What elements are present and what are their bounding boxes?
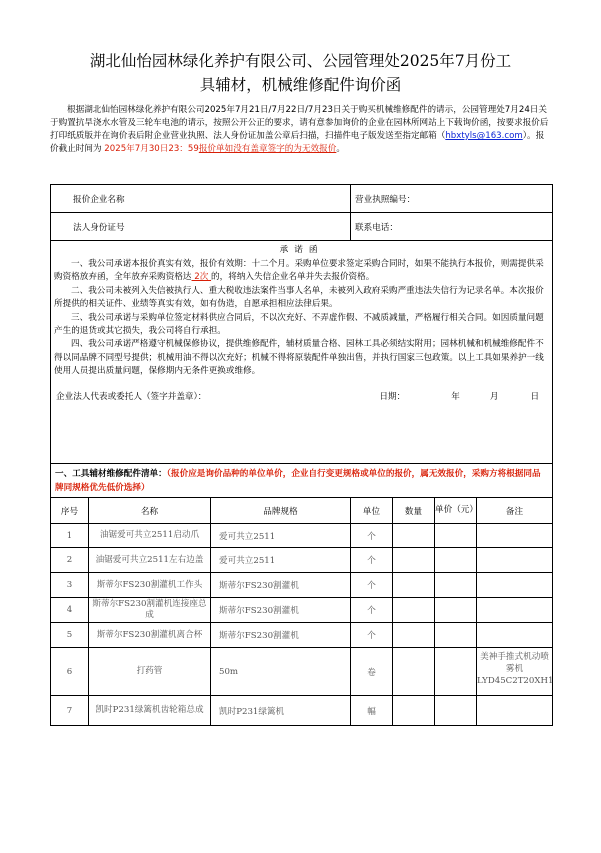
signature-label: 企业法人代表或委托人（签字并盖章）：	[56, 391, 207, 402]
promise-item-1	[54, 258, 549, 285]
item-spec: 斯蒂尔FS230割灌机	[211, 598, 351, 623]
item-price[interactable]	[435, 573, 477, 598]
table-row	[51, 696, 553, 726]
item-unit: 卷	[351, 648, 393, 696]
item-remark	[477, 598, 553, 623]
item-name: 打药管	[89, 648, 211, 696]
item-name: 油锯爱可共立2511左右边盖	[89, 548, 211, 573]
item-price[interactable]	[435, 598, 477, 623]
promise-item-2: 二、我公司未被列入失信被执行人、重大税收违法案件当事人名单，未被列入政府采购严重违法失信行为记录名单。本次报价所提供的相关证件、业绩等真实有效，如有伪造，自愿承担相应法律后果。	[54, 285, 544, 310]
item-no: 1	[51, 524, 89, 548]
promise-item-3: 三、我公司承诺与采购单位签定材料供应合同后，不以次充好、不弄虚作假、不减质减量，严格履行相关合同。如因质量问题产生的退货或其它损失，我公司将自行承担。	[54, 312, 544, 337]
item-unit: 个	[351, 548, 393, 573]
item-no: 2	[51, 548, 89, 573]
header-price: 单价（元）	[435, 498, 477, 524]
promise-letter	[51, 241, 553, 464]
promise-item-1-text: 一、我公司承诺本报价真实有效，报价有效期：十二个月。采购单位要求签定采购合同时，如果不能执行本报价，则需提供采购资格放弃函，全年放弃采购资格达	[54, 259, 544, 283]
item-qty[interactable]	[393, 648, 435, 696]
header-unit: 单位	[351, 498, 393, 524]
legal-id-label: 法人身份证号	[73, 222, 125, 233]
header-qty: 数量	[393, 498, 435, 524]
phone-cell[interactable]	[351, 213, 553, 241]
item-spec: 凯时P231绿篱机	[211, 696, 351, 726]
item-spec: 爱可共立2511	[211, 548, 351, 573]
document-title	[40, 49, 561, 97]
item-no: 5	[51, 623, 89, 648]
item-qty[interactable]	[393, 623, 435, 648]
table-row	[51, 548, 553, 573]
item-spec: 50m	[211, 648, 351, 696]
header-spec: 品牌规格	[211, 498, 351, 524]
item-qty[interactable]	[393, 598, 435, 623]
header-row	[51, 498, 553, 524]
table-row	[51, 623, 553, 648]
promise-item-1-end: 的，将纳入失信企业名单并失去报价资格。	[211, 272, 375, 283]
promise-give-up-count: 2次	[191, 272, 212, 283]
item-remark	[477, 623, 553, 648]
item-price[interactable]	[435, 696, 477, 726]
item-unit: 个	[351, 623, 393, 648]
date-label: 日期：	[379, 391, 406, 402]
license-cell[interactable]	[351, 185, 553, 213]
item-name: 斯蒂尔FS230割灌机离合杯	[89, 623, 211, 648]
item-no: 3	[51, 573, 89, 598]
item-no: 4	[51, 598, 89, 623]
item-name: 斯蒂尔FS230割灌机连接座总成	[89, 598, 211, 623]
inquiry-table	[50, 184, 553, 726]
signature-line	[54, 391, 549, 404]
item-no: 7	[51, 696, 89, 726]
item-price[interactable]	[435, 548, 477, 573]
item-spec: 爱可共立2511	[211, 524, 351, 548]
item-price[interactable]	[435, 524, 477, 548]
license-label: 营业执照编号：	[355, 194, 416, 205]
item-spec: 斯蒂尔FS230割灌机	[211, 573, 351, 598]
item-qty[interactable]	[393, 573, 435, 598]
company-name-label: 报价企业名称	[73, 194, 125, 205]
date-day: 日	[530, 391, 540, 402]
date-field[interactable]	[379, 391, 539, 404]
item-price[interactable]	[435, 623, 477, 648]
item-remark	[477, 696, 553, 726]
item-unit: 个	[351, 598, 393, 623]
item-spec: 斯蒂尔FS230割灌机	[211, 623, 351, 648]
deadline-text: 2025年7月30日23：59	[104, 144, 199, 154]
item-price[interactable]	[435, 648, 477, 696]
date-year: 年	[451, 391, 460, 402]
form-row-legal	[51, 213, 553, 241]
item-name: 凯时P231绿篱机齿轮箱总成	[89, 696, 211, 726]
table-row	[51, 648, 553, 696]
phone-label: 联系电话：	[355, 222, 398, 233]
email-link[interactable]: hbxtyls@163.com	[445, 131, 523, 141]
header-name: 名称	[89, 498, 211, 524]
item-remark	[477, 524, 553, 548]
intro-end: 。	[336, 144, 345, 154]
section-heading-row	[51, 464, 553, 498]
intro-text: 根据湖北仙怡园林绿化养护有限公司2025年7月21日/7月22日/7月23日关于购买机械维修配件的请示，公园管理处7月24日关于购置抗旱浇水水管及三轮车电池的请示，按照公开公正的要求，请有意参加询价的企业在园林所网站上下载询价函，按要求报价后打印纸质版并在询价表后附企业营业执照、法人身份证加盖公章后扫描，扫描件电子版发送至指定邮箱（	[50, 105, 549, 141]
table-row	[51, 573, 553, 598]
company-name-cell[interactable]	[51, 185, 351, 213]
item-no: 6	[51, 648, 89, 696]
item-qty[interactable]	[393, 548, 435, 573]
legal-id-cell[interactable]	[51, 213, 351, 241]
table-row	[51, 524, 553, 548]
item-qty[interactable]	[393, 696, 435, 726]
item-unit: 个	[351, 573, 393, 598]
header-no: 序号	[51, 498, 89, 524]
deadline-note: 报价单如没有盖章签字的为无效报价	[198, 144, 337, 154]
title-line-1: 湖北仙怡园林绿化养护有限公司、公园管理处2025年7月份工	[89, 52, 512, 70]
intro-paragraph	[50, 104, 552, 156]
item-qty[interactable]	[393, 524, 435, 548]
title-line-2: 具辅材，机械维修配件询价函	[199, 76, 402, 94]
promise-item-4: 四、我公司承诺严格遵守机械保修协议，提供维修配件，辅材质量合格、园林工具必须结实附用；园林机械和机械维修配件不得以同品牌不同型号提供；机械用油不得以次充好；机械不得将原装配件单独出售，并执行国家三包政策。以上工具如果养护一线使用人员提出质量问题，保修期内无条件更换或维修。	[54, 339, 544, 377]
date-month: 月	[489, 391, 499, 402]
promise-heading: 承诺函	[279, 245, 324, 255]
item-remark	[477, 573, 553, 598]
section-note: （报价应是询价品种的单位单价，企业自行变更规格或单位的报价，属无效报价，采购方将根据同品牌同规格优先低价选择）	[55, 468, 541, 493]
item-remark: 美神手推式机动喷雾机LYD45C2T20XH1	[477, 648, 553, 696]
item-remark	[477, 548, 553, 573]
item-unit: 幅	[351, 696, 393, 726]
section-lead: 一、工具辅材维修配件清单：	[55, 468, 167, 479]
promise-row	[51, 241, 553, 464]
item-name: 油锯爱可共立2511启动爪	[89, 524, 211, 548]
intro-deadline-lead: ）。报价截止时间为	[50, 131, 545, 154]
item-name: 斯蒂尔FS230割灌机工作头	[89, 573, 211, 598]
form-row-company	[51, 185, 553, 213]
header-remark: 备注	[477, 498, 553, 524]
item-unit: 个	[351, 524, 393, 548]
section-heading	[51, 464, 553, 498]
table-row	[51, 598, 553, 623]
